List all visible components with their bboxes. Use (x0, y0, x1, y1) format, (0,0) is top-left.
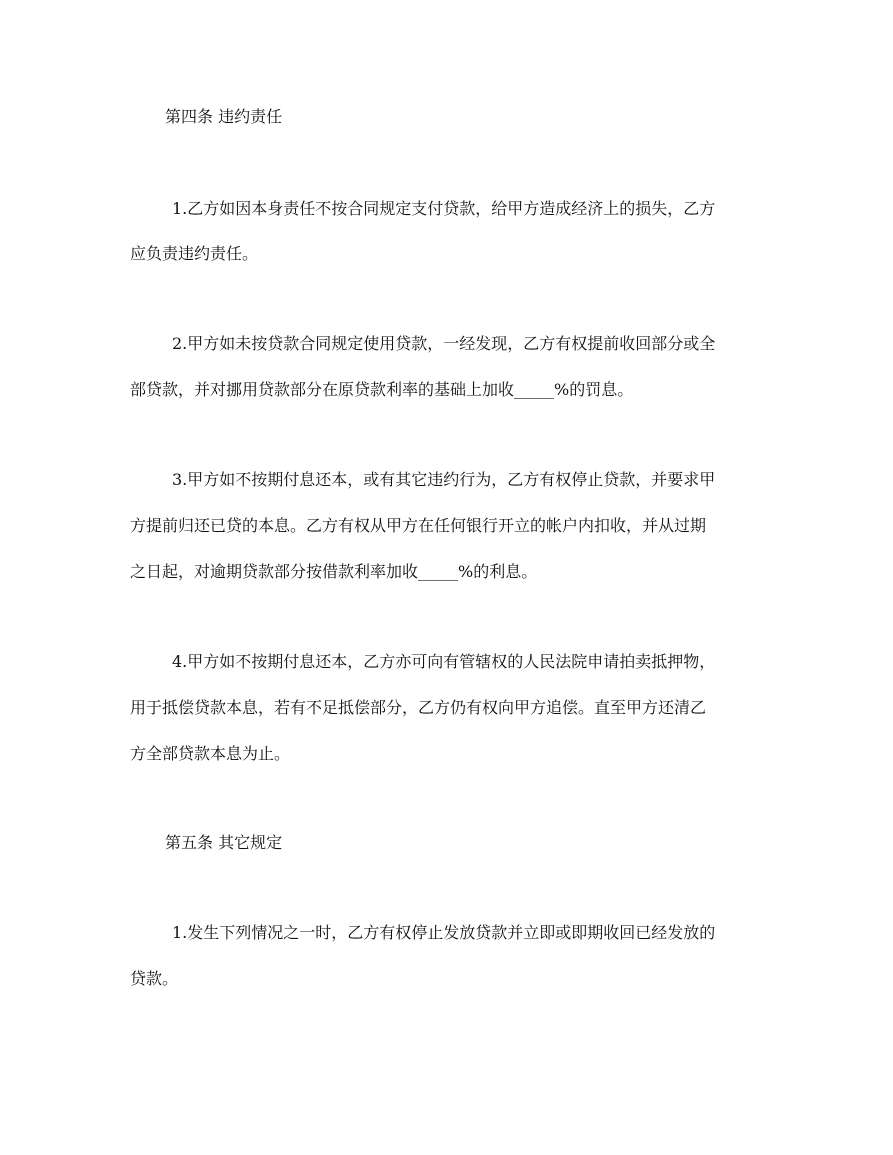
article-4-clause-3-line-1: 3.甲方如不按期付息还本，或有其它违约行为，乙方有权停止贷款，并要求甲 (172, 470, 716, 489)
article-5-clause-1-line-1: 1.发生下列情况之一时，乙方有权停止发放贷款并立即或即期收回已经发放的 (172, 923, 716, 942)
article-4-clause-4-line-3: 方全部贷款本息为止。 (130, 744, 291, 763)
article-4-clause-1-line-1: 1.乙方如因本身责任不按合同规定支付贷款，给甲方造成经济上的损失，乙方 (172, 199, 716, 218)
article-4-clause-2-line-1: 2.甲方如未按贷款合同规定使用贷款，一经发现，乙方有权提前收回部分或全 (172, 334, 716, 353)
article-4-clause-3-line-3: 之日起，对逾期贷款部分按借款利率加收_____%的利息。 (130, 562, 538, 581)
article-4-clause-2-line-2: 部贷款，并对挪用贷款部分在原贷款利率的基础上加收_____%的罚息。 (130, 380, 634, 399)
article-4-heading: 第四条 违约责任 (165, 107, 283, 126)
article-4-clause-4-line-2: 用于抵偿贷款本息，若有不足抵偿部分，乙方仍有权向甲方追偿。直至甲方还清乙 (130, 698, 707, 717)
article-5-heading: 第五条 其它规定 (165, 833, 283, 852)
article-4-clause-4-line-1: 4.甲方如不按期付息还本，乙方亦可向有管辖权的人民法院申请拍卖抵押物， (172, 652, 716, 671)
article-5-clause-1-line-2: 贷款。 (130, 969, 179, 988)
article-4-clause-1-line-2: 应负责违约责任。 (130, 244, 259, 263)
article-4-clause-3-line-2: 方提前归还已贷的本息。乙方有权从甲方在任何银行开立的帐户内扣收，并从过期 (130, 516, 707, 535)
